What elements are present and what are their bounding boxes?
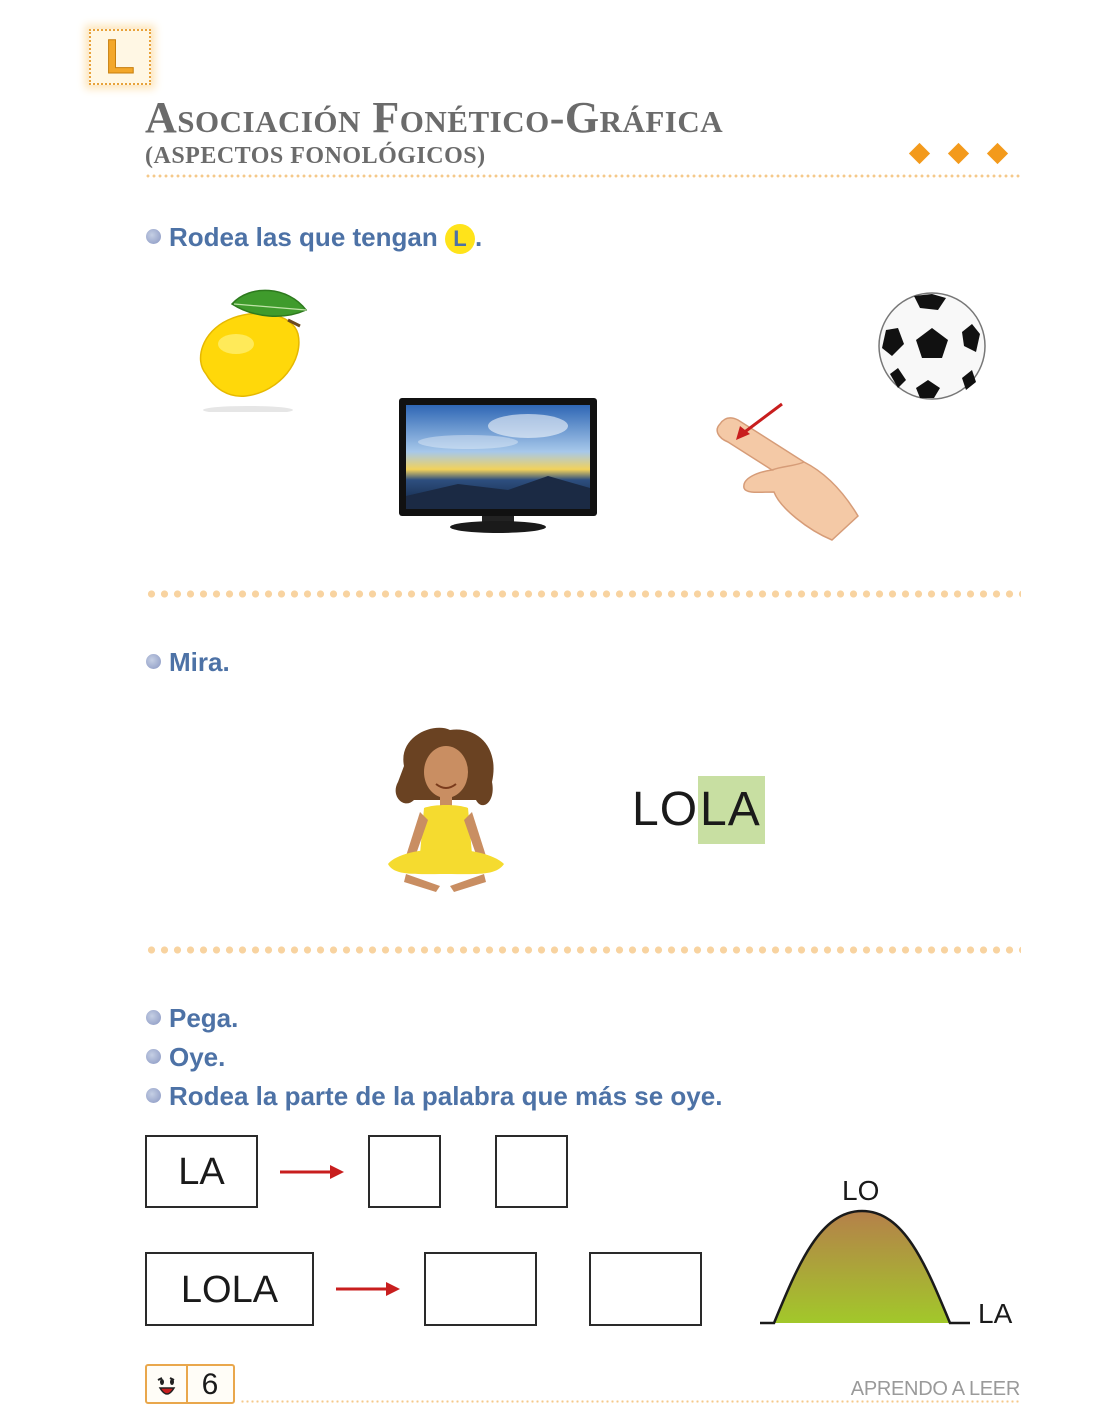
bullet-icon [146,1010,161,1025]
page-title: Asociación Fonético-Gráfica [145,93,724,142]
bullet-icon [146,1049,161,1064]
word-first-syllable: LO [632,783,699,836]
page-subtitle: (ASPECTOS FONOLÓGICOS) [145,143,486,169]
soccer-ball-image[interactable] [876,290,988,402]
header-divider [145,174,1021,178]
arrow-right-icon [280,1162,346,1182]
bullet-icon [146,1088,161,1103]
diamond-icon [909,143,930,164]
instruction-oye [146,1042,225,1072]
television-image[interactable] [398,396,598,536]
section-divider [145,588,1021,600]
series-title: APRENDO A LEER [850,1378,1020,1400]
bullet-icon [146,654,161,669]
curve-label-la: LA [978,1298,1013,1329]
smiley-face-icon [150,1368,184,1402]
instruction-rodea-parte [146,1081,722,1111]
sticker-slot[interactable] [424,1252,537,1326]
instruction-text: Rodea las que tengan [169,222,438,252]
word-box-lola [145,1252,314,1326]
instruction-mira [146,647,230,677]
lemon-image[interactable] [188,282,318,412]
diamond-icon [948,143,969,164]
bullet-icon [146,229,161,244]
instruction-pega [146,1003,238,1033]
word-box-la [145,1135,258,1208]
letter-l-circle: L [445,224,475,254]
girl-image[interactable] [384,726,506,894]
stress-curve [758,1205,974,1329]
lola-word [632,776,765,844]
instruction-text: Oye. [169,1042,226,1072]
badge-letter: L [105,31,135,84]
finger-image[interactable] [708,400,868,545]
arrow-right-icon [336,1279,402,1299]
sticker-slot[interactable] [589,1252,702,1326]
diamond-icon [987,143,1008,164]
page-number: 6 [201,1368,219,1401]
sticker-slot[interactable] [368,1135,441,1208]
instruction-text: Rodea la parte de la palabra que más se oye. [169,1081,723,1111]
instruction-text: Pega. [169,1003,239,1033]
letter-badge [89,29,151,85]
decorative-diamonds [912,146,1022,170]
curve-label-lo: LO [842,1175,880,1206]
box-label: LOLA [180,1269,279,1311]
sticker-slot[interactable] [495,1135,568,1208]
instruction-text: Mira. [169,647,230,677]
word-highlighted-syllable: LA [698,776,765,844]
instruction-period: . [474,222,483,252]
instruction-circle-l [146,222,482,254]
box-label: LA [178,1151,225,1193]
section-divider [145,944,1021,956]
